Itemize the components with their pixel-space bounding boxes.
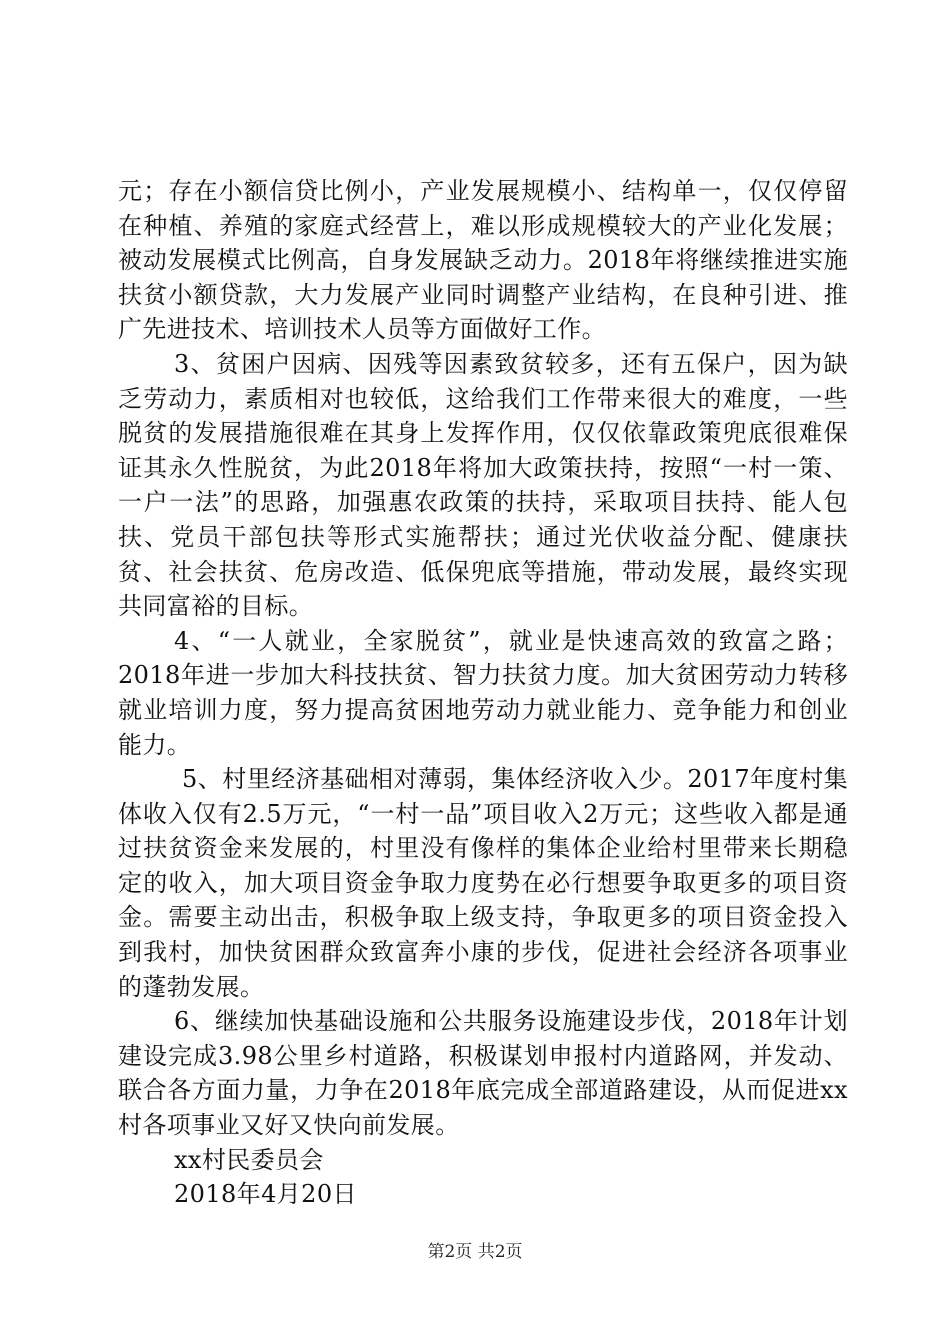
signature-date: 2018年4月20日: [174, 1180, 357, 1209]
paragraph-item-5: 5、村里经济基础相对薄弱，集体经济收入少。2017年度村集体收入仅有2.5万元，“一村一品”项目收入2万元；这些收入都是通过扶贫资金来发展的，村里没有像样的集体企业给村里带来长期稳定的收入，加大项目资金争取力度势在必行想要争取更多的项目资金。需要主动出击，积极争取上级支持，争取更多的项目资金投入到我村，加快贫困群众致富奔小康的步伐，促进社会经济各项事业的蓬勃发展。: [118, 765, 848, 1001]
document-body: [118, 174, 848, 1212]
page-footer: [0, 1241, 950, 1263]
paragraph-continuation: 元；存在小额信贷比例小，产业发展规模小、结构单一，仅仅停留在种植、养殖的家庭式经营上，难以形成规模较大的产业化发展；被动发展模式比例高，自身发展缺乏动力。2018年将继续推进实施扶贫小额贷款，大力发展产业同时调整产业结构，在良种引进、推广先进技术、培训技术人员等方面做好工作。: [118, 177, 848, 344]
paragraph-item-6: 6、继续加快基础设施和公共服务设施建设步伐，2018年计划建设完成3.98公里乡村道路，积极谋划申报村内道路网，并发动、联合各方面力量，力争在2018年底完成全部道路建设，从而促进xx村各项事业又好又快向前发展。: [118, 1007, 848, 1140]
paragraph-item-3: 3、贫困户因病、因残等因素致贫较多，还有五保户，因为缺乏劳动力，素质相对也较低，这给我们工作带来很大的难度，一些脱贫的发展措施很难在其身上发挥作用，仅仅依靠政策兜底很难保证其永久性脱贫，为此2018年将加大政策扶持，按照“一村一策、一户一法”的思路，加强惠农政策的扶持，采取项目扶持、能人包扶、党员干部包扶等形式实施帮扶；通过光伏收益分配、健康扶贫、社会扶贫、危房改造、低保兜底等措施，带动发展，最终实现共同富裕的目标。: [118, 349, 848, 621]
paragraph-item-4: 4、“一人就业，全家脱贫”，就业是快速高效的致富之路；2018年进一步加大科技扶贫、智力扶贫力度。加大贫困劳动力转移就业培训力度，努力提高贫困地劳动力就业能力、竞争能力和创业能力。: [118, 626, 848, 759]
signature-organization: xx村民委员会: [174, 1145, 324, 1174]
page-number-label: 第2页 共2页: [427, 1242, 523, 1262]
